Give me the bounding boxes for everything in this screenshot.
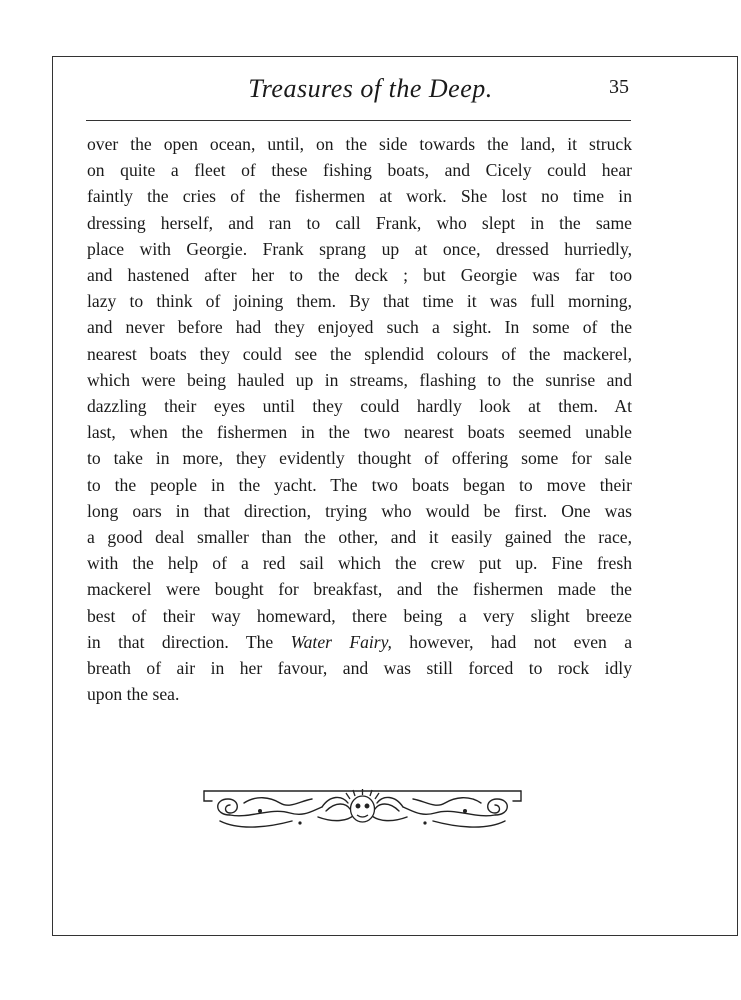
text-line: best of their way homeward, there being a very slight breeze [87, 605, 632, 626]
text-line: with the help of a red sail which the crew put up. Fine fresh [87, 553, 632, 574]
text-line: nearest boats they could see the splendid colours of the mackerel, [87, 343, 632, 364]
text-line: to take in more, they evidently thought of offering some for sale [87, 448, 632, 469]
text-run: however, had not even a [391, 631, 633, 652]
text-run: in that direction. The [87, 631, 291, 652]
text-line: on quite a fleet of these fishing boats, and Cicely could hear [87, 160, 632, 181]
text-line: breath of air in her favour, and was still forced to rock idly [87, 658, 632, 679]
text-line: to the people in the yacht. The two boats began to move their [87, 474, 632, 495]
running-header-title: Treasures of the Deep. [248, 74, 493, 103]
text-line: and hastened after her to the deck ; but Georgie was far too [87, 265, 632, 286]
tailpiece-ornament [200, 787, 525, 833]
text-line-with-italic [87, 629, 632, 655]
text-line: lazy to think of joining them. By that time it was full morning, [87, 291, 632, 312]
text-line: a good deal smaller than the other, and it easily gained the race, [87, 527, 632, 548]
page-number: 35 [609, 76, 629, 98]
text-line: faintly the cries of the fishermen at work. She lost no time in [87, 186, 632, 207]
italic-yacht-name: Water Fairy, [290, 631, 392, 652]
text-line: dressing herself, and ran to call Frank, who slept in the same [87, 212, 632, 233]
text-line: dazzling their eyes until they could hardly look at them. At [87, 396, 632, 417]
text-line: mackerel were bought for breakfast, and the fishermen made the [87, 579, 632, 600]
text-line: over the open ocean, until, on the side towards the land, it struck [87, 134, 632, 154]
header-rule [86, 120, 631, 121]
text-line: last, when the fishermen in the two nearest boats seemed unable [87, 422, 632, 443]
text-line: long oars in that direction, trying who would be first. One was [87, 500, 632, 521]
text-line: upon the sea. [87, 684, 180, 705]
body-paragraph [87, 131, 632, 707]
text-line: place with Georgie. Frank sprang up at once, dressed hurriedly, [87, 238, 632, 259]
text-line: and never before had they enjoyed such a sight. In some of the [87, 317, 632, 338]
text-line: which were being hauled up in streams, flashing to the sunrise and [87, 369, 632, 390]
